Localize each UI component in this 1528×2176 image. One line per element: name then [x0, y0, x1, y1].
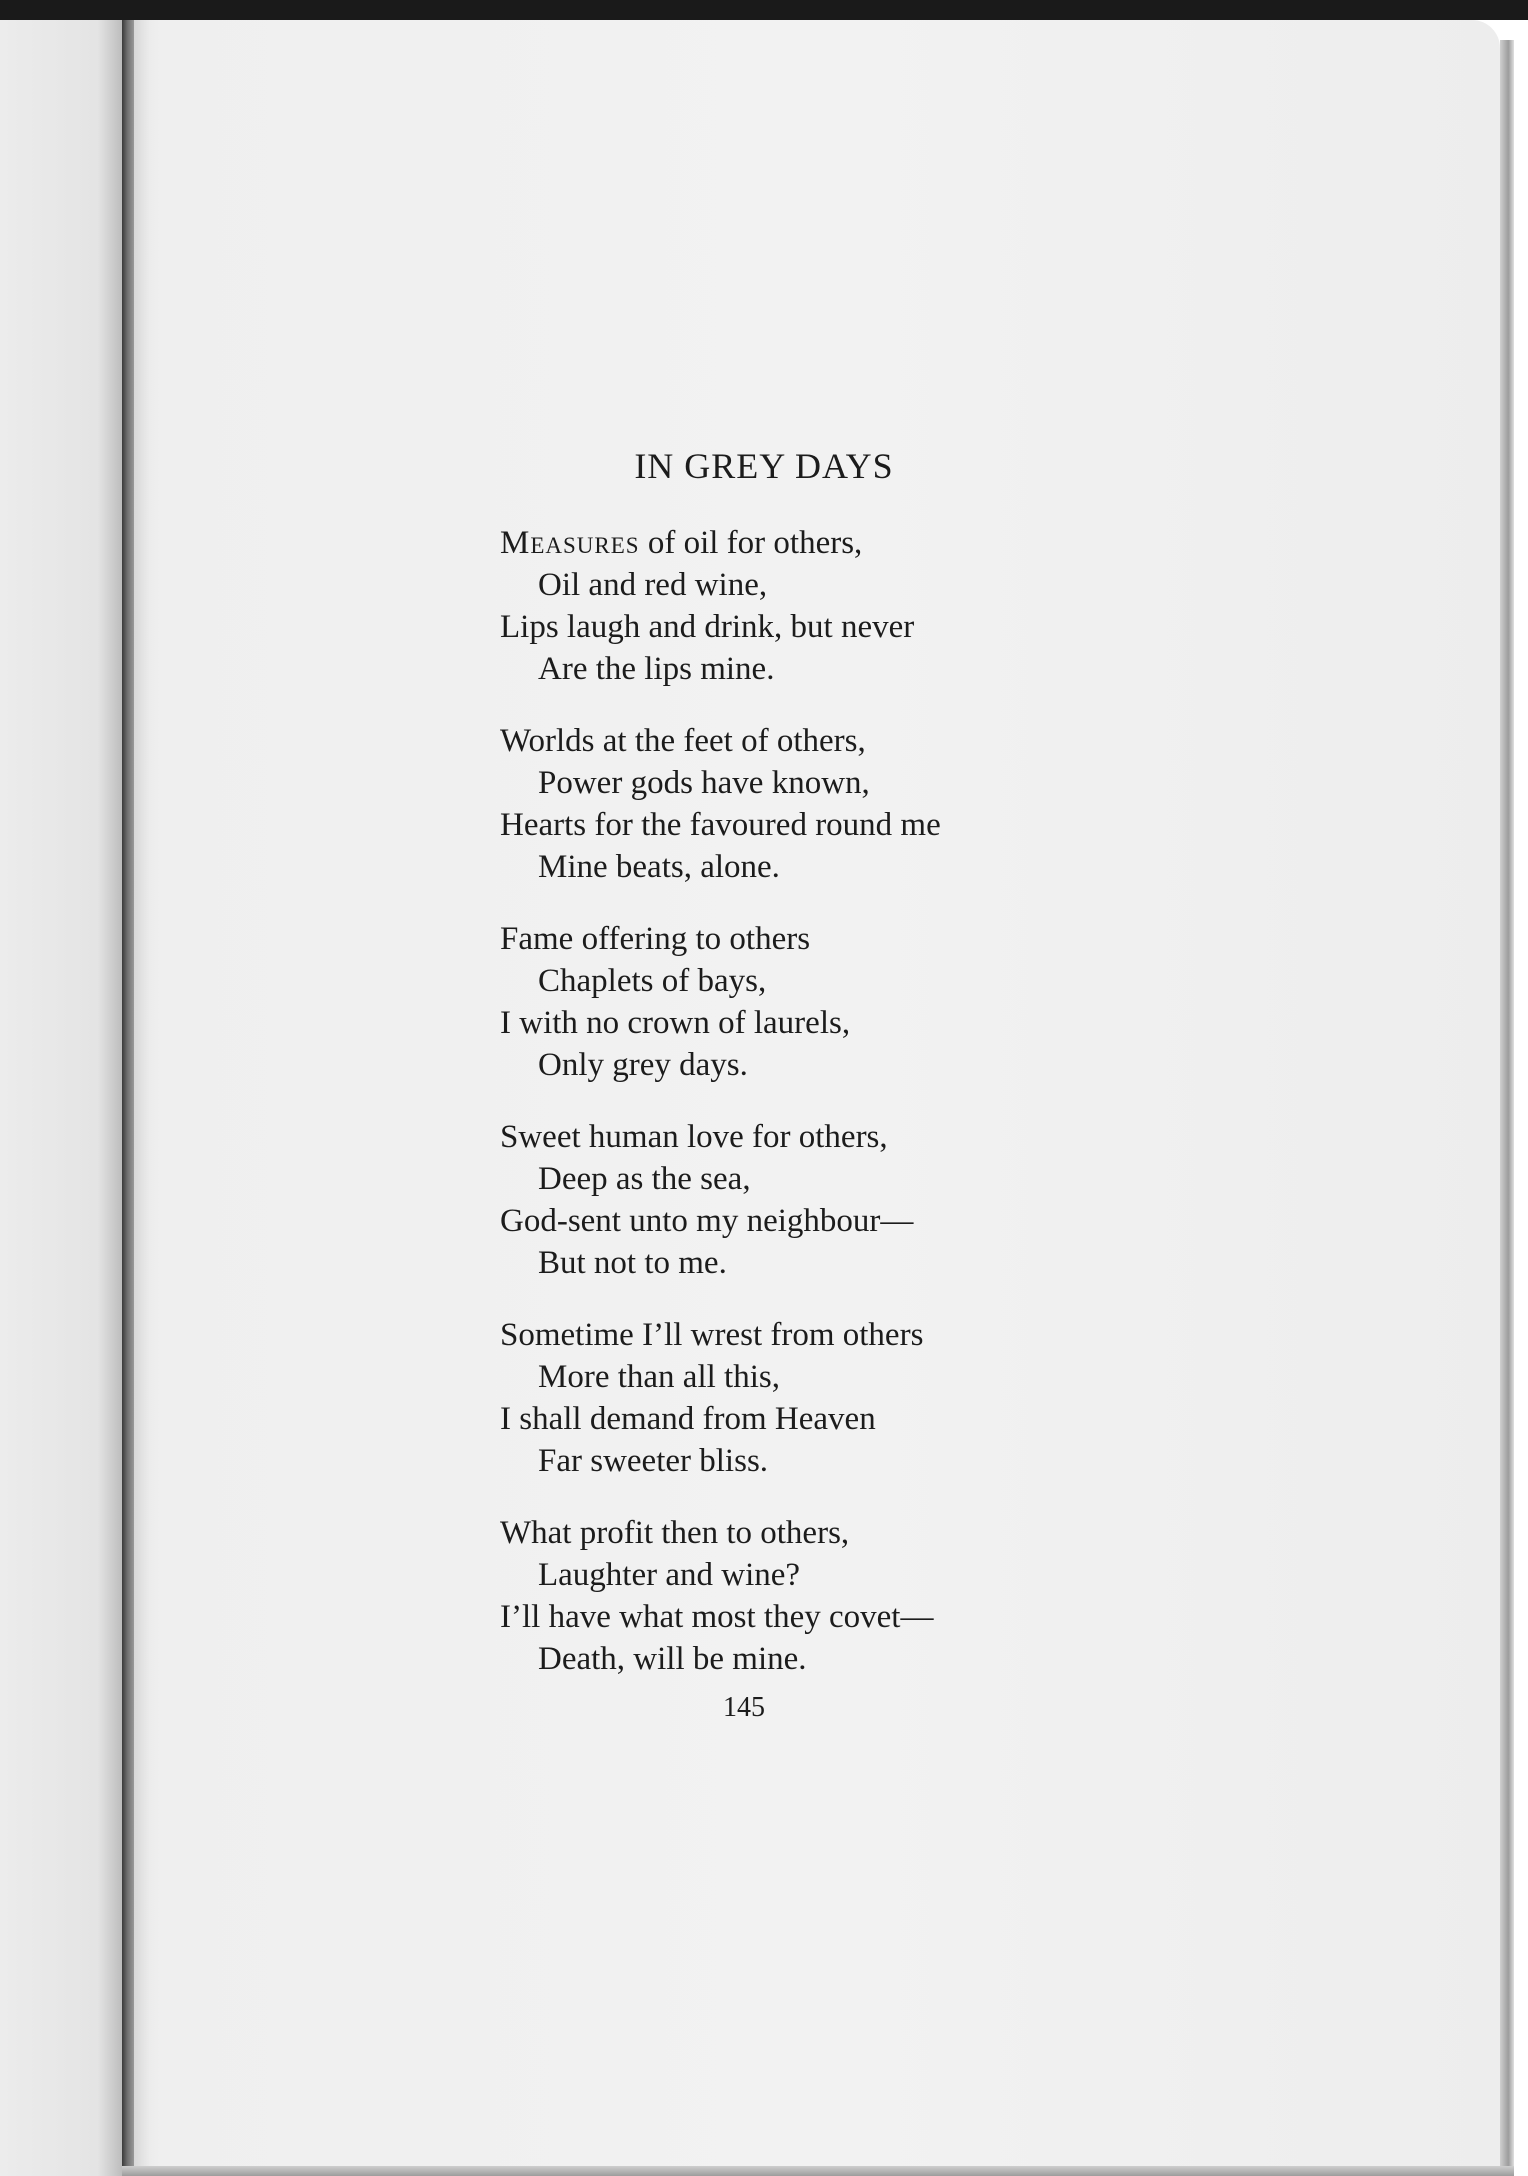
poem-line: Lips laugh and drink, but never: [500, 609, 915, 645]
stanza-2: [500, 720, 1060, 888]
poem-line: Deep as the sea,: [538, 1161, 751, 1197]
poem-line: I shall demand from Heaven: [500, 1401, 876, 1437]
poem-line: Worlds at the feet of others,: [500, 723, 866, 759]
binding-shadow: [134, 20, 160, 2176]
stanza-6: [500, 1512, 1060, 1680]
page-number-text: 145: [723, 1692, 765, 1723]
book-binding: [122, 20, 134, 2176]
poem-body: [500, 522, 1060, 1710]
poem-line: Laughter and wine?: [538, 1557, 801, 1593]
right-page-edge: [1500, 40, 1514, 2166]
poem-line: Hearts for the favoured round me: [500, 807, 941, 843]
poem-line: Sometime I’ll wrest from others: [500, 1317, 924, 1353]
poem-line: Only grey days.: [538, 1047, 748, 1083]
poem-line: Oil and red wine,: [538, 567, 768, 603]
poem-line: Mine beats, alone.: [538, 849, 780, 885]
page-number: [0, 1692, 1528, 1724]
poem-title-text: IN GREY DAYS: [634, 446, 894, 486]
poem-line: Sweet human love for others,: [500, 1119, 888, 1155]
poem-line: Death, will be mine.: [538, 1641, 807, 1677]
poem-line: More than all this,: [538, 1359, 780, 1395]
poem-line: Fame offering to others: [500, 921, 811, 957]
poem-line: Are the lips mine.: [538, 651, 775, 687]
poem-line: [500, 522, 1060, 564]
poem-line: I’ll have what most they covet—: [500, 1599, 934, 1635]
poem-line: I with no crown of laurels,: [500, 1005, 851, 1041]
poem-line: But not to me.: [538, 1245, 727, 1281]
poem-line: Chaplets of bays,: [538, 963, 767, 999]
bottom-page-edge: [122, 2166, 1514, 2176]
poem-line: Far sweeter bliss.: [538, 1443, 769, 1479]
poem-line-rest: of oil for others,: [639, 525, 863, 561]
poem-line: What profit then to others,: [500, 1515, 850, 1551]
drop-word: Measures: [500, 525, 640, 561]
stanza-5: [500, 1314, 1060, 1482]
scan-top-border: [0, 0, 1528, 20]
stanza-1: [500, 522, 1060, 690]
left-page-edge: [0, 20, 122, 2176]
stanza-3: [500, 918, 1060, 1086]
stanza-4: [500, 1116, 1060, 1284]
poem-line: God-sent unto my neighbour—: [500, 1203, 914, 1239]
poem-line: Power gods have known,: [538, 765, 870, 801]
poem-title: [0, 445, 1528, 487]
